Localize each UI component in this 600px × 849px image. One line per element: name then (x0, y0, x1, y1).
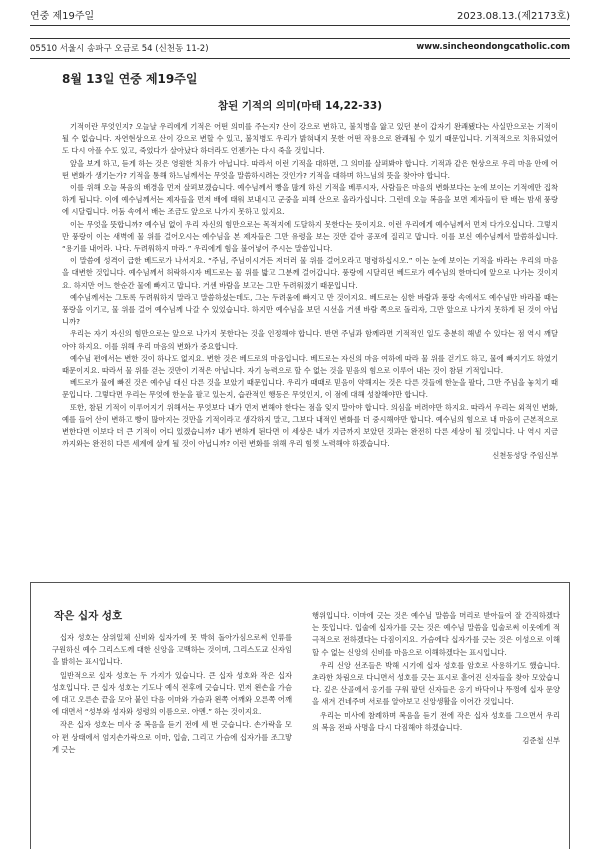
box-left-column (52, 632, 292, 757)
box-title: 작은 십자 성호 (54, 610, 123, 622)
box-right-column (312, 610, 560, 747)
box-paragraph: 우리 신앙 선조들은 박해 시기에 십자 성호를 암호로 사용하기도 했습니다. 초라한 차림으로 다니면서 성호를 긋는 표시로 흩어진 신자들을 찾아 모았습니다. 깊은 산골에서 옹기를 구워 팔던 신자들은 옹기 바닥이나 뚜껑에 십자 문양을 새겨 건네주며 서로를 알아보고 신앙생활을 이어간 것입니다. (312, 660, 560, 707)
box-paragraph: 일반적으로 십자 성호는 두 가지가 있습니다. 큰 십자 성호와 작은 십자 성호입니다. 큰 십자 성호는 기도나 예식 전후에 긋습니다. 먼저 왼손을 가슴에 대고 오른손 끝을 모아 붙인 다음 이마와 가슴과 왼쪽 어깨와 오른쪽 어깨에 대면서 “성부와 성자와 성령의 이름으로. 아멘.” 하는 것이지요. (52, 670, 292, 717)
homily-paragraph: 예수님 편에서는 변한 것이 하나도 없지요. 변한 것은 베드로의 마음입니다. 베드로는 자신의 마음 여하에 따라 물 위를 걷기도 하고, 물에 빠지기도 하였기 때문이지요. 따라서 물 위를 걷는 것만이 기적은 아닙니다. 자기 능력으로 할 수 없는 것을 믿음의 힘으로 이루어 내는 것이 참된 기적입니다. (62, 353, 558, 376)
box-paragraph: 행위입니다. 이마에 긋는 것은 예수님 말씀을 머리로 받아들여 잘 간직하겠다는 뜻입니다. 입술에 십자가를 긋는 것은 예수님 말씀을 입술로써 이웃에게 적극적으로 전하겠다는 다짐이지요. 가슴에다 십자가를 긋는 것은 이성으로 이해할 수 없는 신앙의 신비를 마음으로 이해하겠다는 표시입니다. (312, 611, 560, 657)
box-signature: 김준철 신부 (522, 736, 560, 746)
homily-paragraph: 기적이란 무엇인지? 오늘날 우리에게 기적은 어떤 의미를 주는지? 산이 강으로 변하고, 불치병을 앓고 있던 분이 갑자기 완쾌됐다는 사실만으로는 기적이 될 수 없습니다. 자연현상으로 산이 강으로 변할 수 있고, 불치병도 우리가 밝혀내지 못한 어떤 작용으로 완쾌될 수 있기 때문입니다. 기적적으로 치유되었어도 다시 아플 수도 있고, 죽었다가 살아났다 하더라도 언젠가는 다시 죽을 것입니다. (62, 122, 558, 156)
homily-paragraph: 우리는 자기 자신의 힘만으로는 앞으로 나가지 못한다는 것을 인정해야 합니다. 반면 주님과 함께라면 기적적인 일도 충분히 해낼 수 있다는 점 역시 깨달아야 하지요. 이를 위해 우리 마음의 변화가 중요합니다. (62, 329, 558, 351)
liturgical-week: 연중 제19주일 (30, 11, 95, 22)
masthead-rule-1 (30, 25, 570, 26)
homily-paragraph: 앞을 보게 하고, 듣게 하는 것은 영원한 치유가 아닙니다. 따라서 이런 기적을 대하면, 그 의미를 살펴봐야 합니다. 기적과 같은 현상으로 우리 마음 안에 어떤 변화가 생기는가? 기적을 통해 하느님께서는 무엇을 말씀하시려는 것인가? 기적을 대하며 하느님의 뜻을 찾아야 합니다. (62, 158, 558, 180)
homily-body (62, 121, 558, 463)
church-website: www.sincheondongcatholic.com (416, 42, 570, 52)
issue-date: 2023.08.13.(제2173호) (456, 11, 570, 22)
homily-paragraph: 또한, 참된 기적이 이루어지기 위해서는 무엇보다 내가 먼저 변해야 한다는 점을 잊지 말아야 합니다. 의심을 버려야만 하지요. 따라서 우리는 외적인 변화, 예를 들어 산이 변하고 빵이 많아지는 것만을 기적이라고 생각하지 말고, 그보다 내적인 변화를 더 중시해야만 합니다. 예수님의 힘으로 내 마음이 근본적으로 변한다면 이보다 더 큰 기적이 어디 있겠습니까? 내가 변하게 된다면 이 세상은 내가 지금까지 보았던 것과는 완전히 다른 세상이 될 것입니다. 나 역시 지금까지와는 완전히 다른 세계에 살게 될 것이 아닙니까? 이런 변화를 위해 우리 힘껏 노력해야 하겠습니다. (62, 402, 558, 449)
homily-paragraph: 베드로가 물에 빠진 것은 예수님 대신 다른 것을 보았기 때문입니다. 우리가 때때로 믿음이 약해지는 것은 다른 것들에 한눈을 팔다, 그만 주님을 놓치기 때문입니다. 그렇다면 우리는 무엇에 한눈을 팔고 있는지, 습관적인 행동은 무엇인지, 이 점에 대해 성찰해야만 합니다. (62, 378, 558, 400)
homily-paragraph: 이 말씀에 성격이 급한 베드로가 나서지요. “주님, 주님이시거든 저더러 물 위를 걸어오라고 명령하십시오.” 이는 눈에 보이는 기적을 바라는 우리의 마음을 대변한 것입니다. 예수님께서 허락하시자 베드로는 물 위를 밟고 그분께 걸어갑니다. 풍랑에 시달리던 베드로가 예수님의 한마디에 앞으로 나가는 것이지요. 하지만 어느 한순간 물에 빠지고 맙니다. 거센 바람을 보고는 그만 두려워졌기 때문입니다. (62, 256, 558, 290)
box-paragraph: 우리는 미사에 참례하며 복음을 듣기 전에 작은 십자 성호를 그으면서 우리의 복음 전파 사명을 다시 다짐해야 하겠습니다. (312, 710, 560, 732)
homily-paragraph: 예수님께서는 그토록 두려워하지 말라고 말씀하셨는데도, 그는 두려움에 빠지고 만 것이지요. 베드로는 심한 바람과 풍랑 속에서도 예수님만 바라볼 때는 풍랑을 이기고, 물 위를 걸어 예수님께 나갈 수 있었습니다. 하지만 예수님을 보던 시선을 거센 바람 쪽으로 돌리자, 그만 앞으로 나가지 못하게 된 것이 아닙니까? (62, 292, 558, 327)
masthead-rule-2 (30, 38, 570, 39)
box-paragraph: 십자 성호는 삼위일체 신비와 십자가에 못 박혀 돌아가심으로써 인류를 구원하신 예수 그리스도께 대한 신앙을 고백하는 것이며, 그리스도교 신자임을 밝히는 표시입니다. (52, 633, 292, 667)
sunday-date-title: 8월 13일 연중 제19주일 (62, 72, 198, 86)
masthead-top (30, 6, 570, 22)
homily-paragraph: 이를 위해 오늘 복음의 배경을 먼저 살펴보겠습니다. 예수님께서 빵을 많게 하신 기적을 베푸시자, 사람들은 마음의 변화보다는 눈에 보이는 기적에만 집착하게 됩니다. 이에 예수님께서는 제자들을 먼저 배에 태워 보내시고 군중을 피해 산으로 올라가십니다. 그런데 오늘 복음을 보면 제자들이 탄 배는 밤새 풍랑에 시달립니다. 어둠 속에서 배는 조금도 앞으로 나가지 못하고 있지요. (62, 183, 558, 217)
homily-title: 참된 기적의 의미(마태 14,22-33) (217, 100, 383, 112)
church-address: 05510 서울시 송파구 오금로 54 (신천동 11-2) (30, 44, 209, 54)
box-paragraph: 작은 십자 성호는 미사 중 복음을 듣기 전에 세 번 긋습니다. 손가락을 모아 편 상태에서 엄지손가락으로 이마, 입술, 그리고 가슴에 십자가를 조그맣게 긋는 (52, 720, 292, 754)
homily-signature: 신천동성당 주임신부 (492, 451, 558, 461)
masthead-info (30, 42, 570, 56)
homily-paragraph: 이는 무엇을 뜻합니까? 예수님 없이 우리 자신의 힘만으로는 목적지에 도달하지 못한다는 뜻이지요. 이런 우리에게 예수님께서 먼저 다가오십니다. 그렇지만 풍랑이 이는 새벽에 물 위를 걸어오시는 예수님을 본 제자들은 그만 유령을 보는 것만 같아 공포에 질리고 맙니다. 이를 보신 예수님께서 말씀하십니다. “용기를 내어라. 나다. 두려워하지 마라.” 우리에게 힘을 불어넣어 주시는 말씀입니다. (62, 219, 558, 254)
masthead-rule-3 (30, 58, 570, 59)
